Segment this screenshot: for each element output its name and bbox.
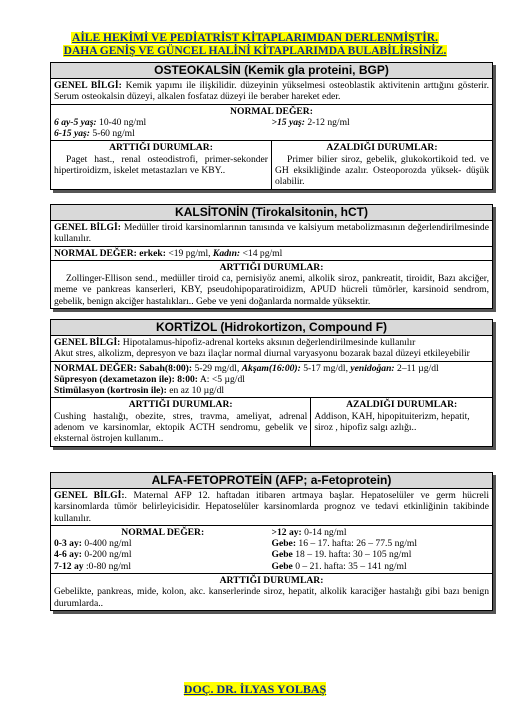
general-text: Medüller tiroid karsinomlarının tanısında ve kalsiyum metabolizmasının değerlendirilmesinde kullanılır. [54,222,489,245]
general-label: GENEL BİLGİ: [54,80,122,91]
normal-item-value: 16 – 17. hafta: 26 – 77.5 ng/ml [296,538,417,550]
decreased-heading: AZALDIĞI DURUMLAR: [326,142,438,154]
normal-item-label: >12 ay: [271,526,302,538]
increased-text: Zollinger-Ellison send., medüller tiroid ca, pernisiyöz anemi, alkolik siroz, pankreatit, tiroidit, Bazı akciğer, meme ve pankreas kanserleri, KBY, pseudohipoparatiroidizm, APUD hücreli tümörler, karsinoid sendrom, gebelik, benign akciğer hastalıkları.. Gebe ve yeni doğanlarda normalde yüksektir. [54,273,489,307]
osteokalsin-title: OSTEOKALSİN (Kemik gla proteini, BGP) [51,63,492,79]
increased-conditions [51,141,271,188]
normal-row-1 [54,117,489,128]
general-text-2: Akut stres, alkolizm, depresyon ve bazı ilaçlar normal diurnal varyasyonu bozarak bazal düzeyi etkileyebilir [54,348,470,360]
afp-normal-left [54,527,272,572]
afp-card [50,472,493,611]
afp-general [51,489,492,526]
decreased-conditions [310,398,492,445]
osteokalsin-general [51,79,492,105]
normal-heading: NORMAL DEĞER: [121,526,205,538]
osteokalsin-card [50,62,493,190]
afp-increased [51,574,492,610]
normal-erkek: <19 pg/ml, [165,247,213,259]
header-line-1 [0,32,510,45]
kortizol-title: KORTİZOL (Hidrokortizon, Compound F) [51,320,492,336]
aksam-label: Akşam(16:00): [241,362,301,374]
kortizol-general [51,336,492,362]
header-line-2 [0,45,510,58]
header-line-2-text: DAHA GENİŞ VE GÜNCEL HALİNİ KİTAPLARIMDA BULABİLİRSİNİZ. [63,45,447,57]
yenidogan-label: yenidoğan: [350,362,395,374]
increased-text: Cushing hastalığı, obezite, stres, travma, ameliyat, adrenal adenom ve karsinomlar, ektopik ACTH sendromu, gebelik ve eksternal östrojen kullanım.. [54,410,308,445]
normal-heading: NORMAL DEĞER: [230,105,313,117]
increased-text: Paget hast., renal osteodistrofi, primer-sekonder hipertiroidizm, iskelet metastazları ve KBY.. [54,153,268,177]
kadin-label: Kadın: [212,247,241,259]
normal-item [272,561,490,572]
supresyon-label: Süpresyon (dexametazon ile): 8:00: [54,373,198,385]
normal-item [54,561,272,572]
normal-item-label: 0-3 ay: [54,538,82,550]
author-name: DOÇ. DR. İLYAS YOLBAŞ [183,682,327,696]
kortizol-normal [51,362,492,399]
normal-label: NORMAL DEĞER: erkek: [54,247,166,259]
decreased-heading: AZALDIĞI DURUMLAR: [346,399,458,411]
normal-item-value: 0-200 ng/ml [81,549,132,561]
decreased-text: Addison, KAH, hipopituiterizm, hepatit, siroz , hipofiz salgı azlığı.. [314,410,470,434]
normal-label: 6 ay-5 yaş: [54,116,97,128]
osteokalsin-conditions [51,141,492,188]
kalsitonin-card [50,204,493,309]
normal-item [54,549,272,560]
increased-conditions [51,398,310,445]
normal-item-label: Gebe [271,560,293,572]
normal-label: 6-15 yaş: [54,128,90,140]
normal-item-value: 0-400 ng/ml [81,538,132,550]
normal-kadin: <14 pg/ml [240,247,283,259]
general-text: Hipotalamus-hipofiz-adrenal korteks aksının değerlendirilmesinde kullanılır [120,337,416,348]
general-text: . Maternal AFP 12. haftadan itibaren artmaya başlar. Hepatoselüler ve germ hücreli karsinomlarda tümör belirleyicisidir. Hepatoselüler karsinomlarda prognoz ve tedavi etkinliğinin takibinde kullanılır. [54,490,489,524]
normal-item-value: 0 – 21. hafta: 35 – 141 ng/ml [292,560,407,572]
stimulasyon-value: en az 10 µg/dl [166,385,225,397]
normal-item-label: Gebe: [271,538,297,550]
afp-normal [51,526,492,574]
kortizol-conditions [51,398,492,445]
afp-title: ALFA-FETOPROTEİN (AFP; a-Fetoprotein) [51,473,492,489]
normal-value: 5-60 ng/ml [89,128,135,140]
increased-heading: ARTTIĞI DURUMLAR: [128,399,233,411]
normal-item-value: :0-80 ng/ml [83,560,132,572]
stimulasyon-label: Stimülasyon (kortrosin ile): [54,385,167,397]
normal-row-2 [54,128,489,139]
increased-heading: ARTTIĞI DURUMLAR: [109,142,213,154]
yenidogan-value: 2–11 µg/dl [394,362,439,374]
aksam-value: 5-17 mg/dl, [300,362,351,374]
decreased-conditions [271,141,492,188]
general-text: Kemik yapımı ile ilişkilidir. düzeyinin yükselmesi osteoblastik aktivitenin arttığını gösterir. Serum osteokalsin düzeyi, alkalen fosfataz düzeyi ile beraber hareket eder. [54,80,489,103]
osteokalsin-normal [51,105,492,142]
kortizol-card [50,319,493,447]
normal-item [54,538,272,549]
normal-item [272,549,490,560]
normal-label: NORMAL DEĞER: Sabah(8:00): [54,362,193,374]
general-label: GENEL BİLGİ: [54,222,121,233]
normal-item [272,538,490,549]
increased-heading: ARTTIĞI DURUMLAR: [219,261,324,273]
normal-item-value: 18 – 19. hafta: 30 – 105 ng/ml [292,549,412,561]
normal-item-label: 7-12 ay [54,560,84,572]
increased-text: Gebelikte, pankreas, mide, kolon, akc. kanserlerinde siroz, hepatit, alkolik karaciğer hastalığı gibi bazı benign durumlarda.. [54,586,489,609]
normal-item-value: 0-14 ng/ml [301,526,347,538]
normal-value: 2-12 ng/ml [304,116,350,128]
normal-item-label: 4-6 ay: [54,549,82,561]
general-label: GENEL BİLGİ: [54,490,125,501]
kalsitonin-general [51,221,492,247]
normal-value: 10-40 ng/ml [96,116,147,128]
normal-item-label: Gebe [271,549,293,561]
increased-heading: ARTTIĞI DURUMLAR: [219,575,324,587]
header-line-1-text: AİLE HEKİMİ VE PEDİATRİST KİTAPLARIMDAN DERLENMİŞTİR. [72,32,438,44]
sabah-value: 5-29 mg/dl, [192,362,242,374]
normal-item [272,527,490,538]
supresyon-value: A: <5 µg/dl [197,373,245,385]
afp-normal-right [272,527,490,572]
general-label: GENEL BİLGİ: [54,337,121,348]
normal-label: >15 yaş: [271,116,305,128]
kalsitonin-increased [51,261,492,308]
footer-author [0,682,510,697]
kalsitonin-title: KALSİTONİN (Tirokalsitonin, hCT) [51,205,492,221]
kalsitonin-normal [51,247,492,261]
decreased-text: Primer bilier siroz, gebelik, glukokortikoid ted. ve GH eksikliğinde azalır. Osteoporozda yüksek- düşük olabilir. [275,153,489,188]
